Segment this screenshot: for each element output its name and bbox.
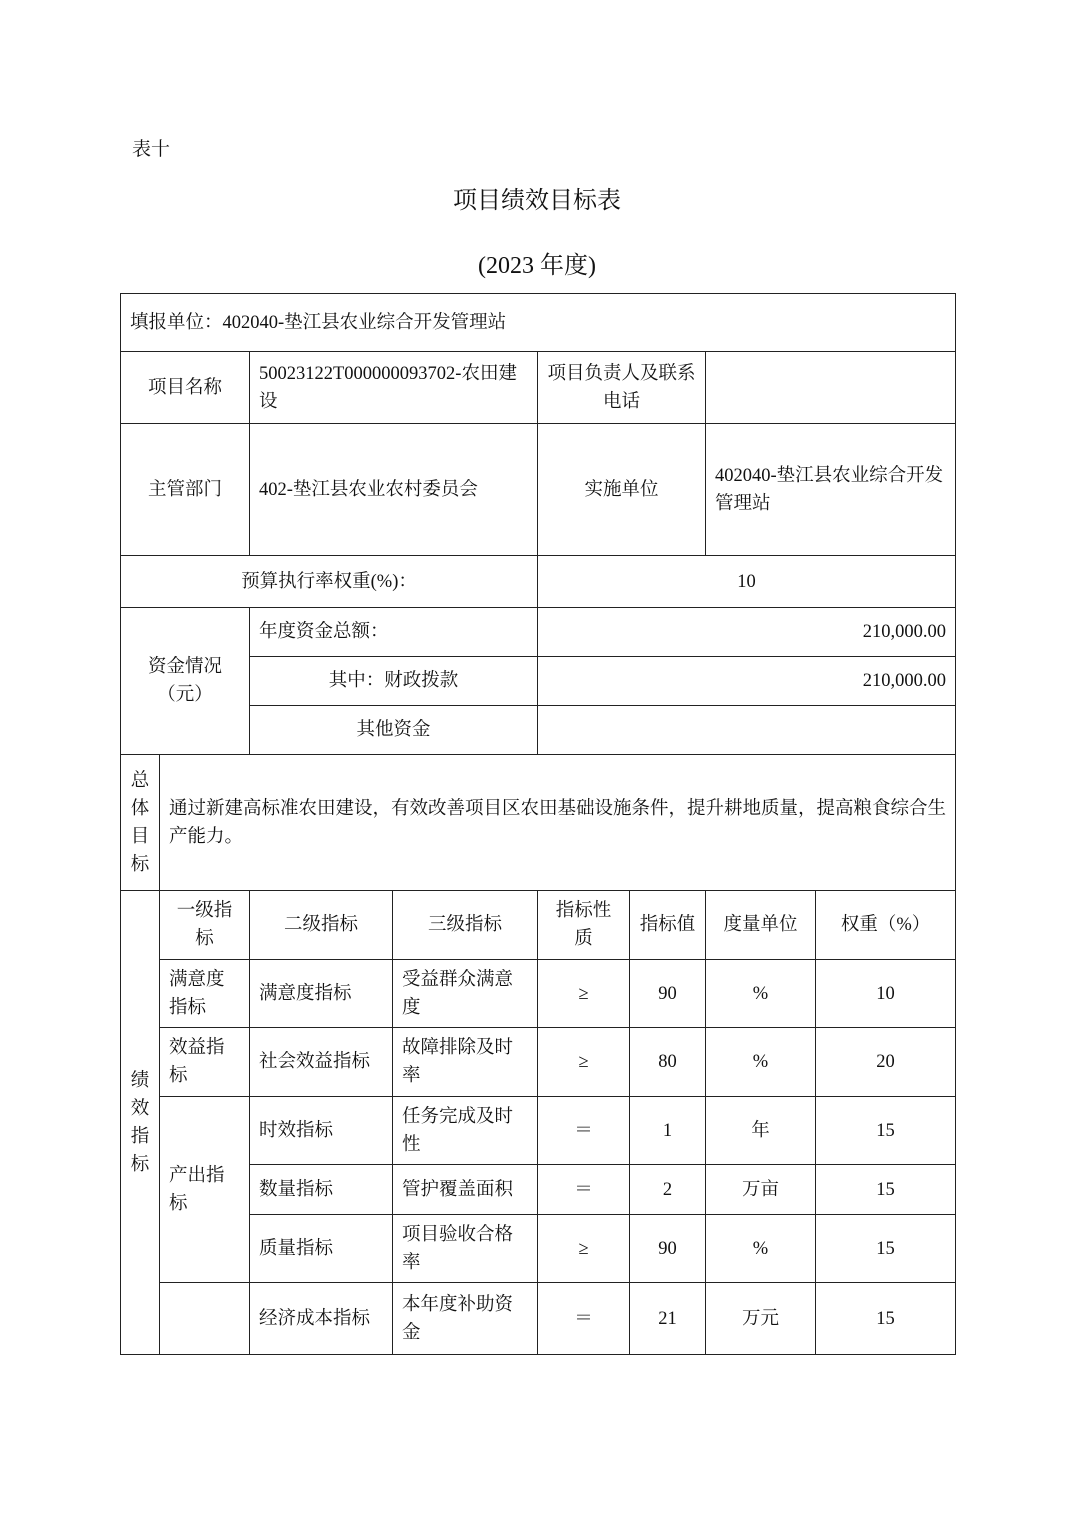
cell-nature: ＝	[538, 1283, 630, 1355]
annual-total-label: 年度资金总额：	[250, 608, 538, 657]
fill-unit-cell: 填报单位：402040-垫江县农业综合开发管理站	[121, 294, 956, 352]
header-level1: 一级指标	[160, 891, 250, 960]
cell-nature: ≥	[538, 960, 630, 1028]
cell-weight: 15	[816, 1165, 956, 1215]
contact-value	[706, 352, 956, 424]
contact-label: 项目负责人及联系电话	[538, 352, 706, 424]
header-unit: 度量单位	[706, 891, 816, 960]
overall-goal-text: 通过新建高标准农田建设，有效改善项目区农田基础设施条件，提升耕地质量，提高粮食综合生产能力。	[160, 755, 956, 891]
cell-level2: 社会效益指标	[250, 1028, 393, 1097]
cell-unit: 年	[706, 1097, 816, 1165]
cell-unit: %	[706, 1028, 816, 1097]
cell-value: 80	[630, 1028, 706, 1097]
cell-value: 2	[630, 1165, 706, 1215]
cell-level2: 数量指标	[250, 1165, 393, 1215]
cell-value: 90	[630, 1215, 706, 1283]
impl-value: 402040-垫江县农业综合开发管理站	[706, 424, 956, 556]
cell-unit: %	[706, 960, 816, 1028]
cell-weight: 15	[816, 1097, 956, 1165]
cell-weight: 10	[816, 960, 956, 1028]
fiscal-label: 其中：财政拨款	[250, 657, 538, 706]
cell-weight: 15	[816, 1283, 956, 1355]
table-row	[121, 1028, 956, 1097]
cell-level1	[160, 1283, 250, 1355]
cell-unit: 万元	[706, 1283, 816, 1355]
header-nature: 指标性质	[538, 891, 630, 960]
cell-level1: 满意度指标	[160, 960, 250, 1028]
cell-unit: 万亩	[706, 1165, 816, 1215]
cell-nature: ≥	[538, 1215, 630, 1283]
fiscal-value: 210,000.00	[538, 657, 956, 706]
header-value: 指标值	[630, 891, 706, 960]
funds-label: 资金情况（元）	[121, 608, 250, 755]
impl-label: 实施单位	[538, 424, 706, 556]
cell-nature: ≥	[538, 1028, 630, 1097]
overall-goal-label: 总体目标	[121, 755, 160, 891]
table-row	[121, 960, 956, 1028]
cell-level3: 故障排除及时率	[393, 1028, 538, 1097]
annual-total-value: 210,000.00	[538, 608, 956, 657]
cell-level2: 时效指标	[250, 1097, 393, 1165]
project-name-value: 50023122T000000093702-农田建设	[250, 352, 538, 424]
cell-weight: 20	[816, 1028, 956, 1097]
cell-nature: ＝	[538, 1097, 630, 1165]
performance-goal-table	[120, 293, 956, 1355]
project-name-label: 项目名称	[121, 352, 250, 424]
other-funds-label: 其他资金	[250, 706, 538, 755]
cell-level2: 质量指标	[250, 1215, 393, 1283]
header-weight: 权重（%）	[816, 891, 956, 960]
cell-value: 1	[630, 1097, 706, 1165]
cell-level1: 产出指标	[160, 1097, 250, 1283]
cell-level3: 项目验收合格率	[393, 1215, 538, 1283]
cell-level3: 受益群众满意度	[393, 960, 538, 1028]
cell-level3: 管护覆盖面积	[393, 1165, 538, 1215]
budget-weight-value: 10	[538, 556, 956, 608]
perf-section-label: 绩效指标	[121, 891, 160, 1355]
dept-label: 主管部门	[121, 424, 250, 556]
cell-value: 21	[630, 1283, 706, 1355]
budget-weight-label: 预算执行率权重(%)：	[121, 556, 538, 608]
cell-level1: 效益指标	[160, 1028, 250, 1097]
cell-weight: 15	[816, 1215, 956, 1283]
cell-level3: 任务完成及时性	[393, 1097, 538, 1165]
other-funds-value	[538, 706, 956, 755]
dept-value: 402-垫江县农业农村委员会	[250, 424, 538, 556]
cell-unit: %	[706, 1215, 816, 1283]
header-level3: 三级指标	[393, 891, 538, 960]
cell-nature: ＝	[538, 1165, 630, 1215]
table-row	[121, 1283, 956, 1355]
cell-value: 90	[630, 960, 706, 1028]
cell-level2: 满意度指标	[250, 960, 393, 1028]
cell-level2: 经济成本指标	[250, 1283, 393, 1355]
table-row	[121, 1097, 956, 1165]
table-number-label: 表十	[132, 139, 171, 160]
header-level2: 二级指标	[250, 891, 393, 960]
cell-level3: 本年度补助资金	[393, 1283, 538, 1355]
page-subtitle: (2023 年度)	[478, 253, 596, 279]
page-title: 项目绩效目标表	[453, 188, 621, 214]
